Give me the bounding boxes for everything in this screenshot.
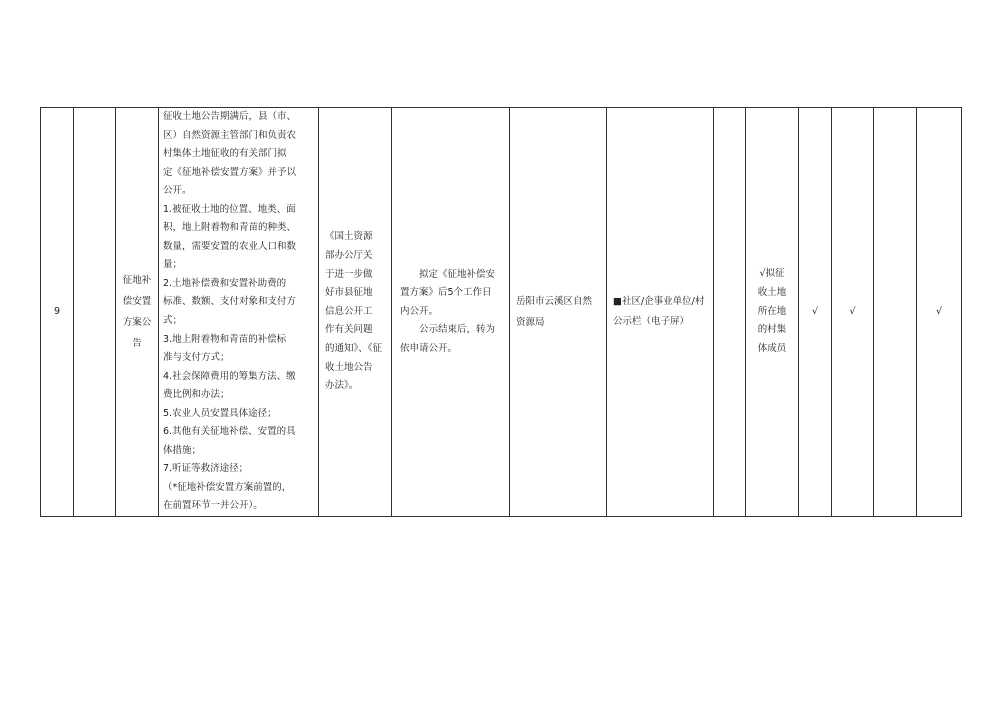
category-cell xyxy=(74,108,116,517)
timing-line: 依申请公开。 xyxy=(400,342,458,354)
content-line: 体措施； xyxy=(163,444,202,456)
disclosure-target-cell xyxy=(746,108,799,517)
item-name-cell xyxy=(116,108,159,517)
content-line: 公开。 xyxy=(163,185,192,197)
legal-basis-cell xyxy=(319,108,392,517)
target-line: 收土地 xyxy=(757,286,787,298)
content-line: 准与支付方式； xyxy=(163,352,230,364)
timing-line: 公示结束后，转为 xyxy=(419,324,496,336)
basis-line: 于进一步做 xyxy=(325,268,373,280)
content-line: 2.土地补偿费和安置补助费的 xyxy=(163,277,287,289)
check-mark: √ xyxy=(811,305,819,317)
content-line: （*征地补偿安置方案前置的， xyxy=(163,481,292,493)
disclosure-subject: 岳阳市云溪区自然资源局 xyxy=(516,296,593,329)
content-line: 积，地上附着物和青苗的种类、 xyxy=(163,222,297,234)
basis-line: 作有关问题 xyxy=(325,324,373,336)
disclosure-subject-cell xyxy=(510,108,607,517)
content-line: 在前置环节一并公开）。 xyxy=(163,500,263,512)
content-line: 4.社会保障费用的筹集方法、缴 xyxy=(163,370,296,382)
content-line: 7.听证等救济途径； xyxy=(163,463,249,475)
item-name: 征地补偿安置方案公告 xyxy=(122,275,152,350)
basis-line: 好市县征地 xyxy=(325,287,373,299)
content-line: 3.地上附着物和青苗的补偿标 xyxy=(163,333,287,345)
basis-line: 信息公开工 xyxy=(325,305,373,317)
basis-line: 《国土资源 xyxy=(325,231,373,243)
basis-line: 部办公厅关 xyxy=(325,249,373,261)
disclosure-table xyxy=(40,107,962,517)
check-cell-1 xyxy=(799,108,832,517)
target-line: 的村集 xyxy=(757,324,787,336)
target-line: 体成员 xyxy=(757,343,787,355)
empty-check-cell xyxy=(874,108,917,517)
timing-line: 拟定《征地补偿安 xyxy=(419,268,496,280)
content-line: 数量，需要安置的农业人口和数量； xyxy=(163,240,297,271)
content-line: 区）自然资源主管部门和负责农 xyxy=(163,129,297,141)
basis-line: 办法》。 xyxy=(325,380,359,392)
content-line: 1.被征收土地的位置、地类、面 xyxy=(163,203,296,215)
timing-line: 内公开。 xyxy=(400,305,439,317)
content-line: 定《征地补偿安置方案》并予以 xyxy=(163,166,297,178)
content-line: 村集体土地征收的有关部门拟 xyxy=(163,148,287,160)
disclosure-content-cell xyxy=(159,108,319,517)
content-line: 6.其他有关征地补偿、安置的具 xyxy=(163,426,296,438)
content-line: 费比例和办法； xyxy=(163,389,230,401)
content-line: 征收土地公告期满后，县（市、 xyxy=(163,111,297,122)
row-number-cell xyxy=(41,108,74,517)
table-row xyxy=(41,108,962,517)
timing-line: 置方案》后5个工作日 xyxy=(400,287,492,299)
target-line: 所在地 xyxy=(757,305,787,317)
basis-line: 收土地公告 xyxy=(325,361,373,373)
content-line: 标准、数额、支付对象和支付方 xyxy=(163,296,297,308)
content-line: 式； xyxy=(163,315,183,327)
check-cell-3 xyxy=(917,108,962,517)
disclosure-channel-cell xyxy=(607,108,714,517)
content-line: 5.农业人员安置具体途径； xyxy=(163,407,277,419)
empty-cell xyxy=(714,108,746,517)
basis-line: 的通知》、《征 xyxy=(325,342,383,354)
row-number: 9 xyxy=(53,305,61,317)
check-mark: √ xyxy=(849,305,856,317)
check-cell-2 xyxy=(832,108,874,517)
disclosure-channel: ■社区/企事业单位/村公示栏（电子屏） xyxy=(613,296,705,328)
check-mark: √ xyxy=(935,305,943,317)
target-line: √拟征 xyxy=(759,268,785,280)
timing-cell xyxy=(392,108,510,517)
